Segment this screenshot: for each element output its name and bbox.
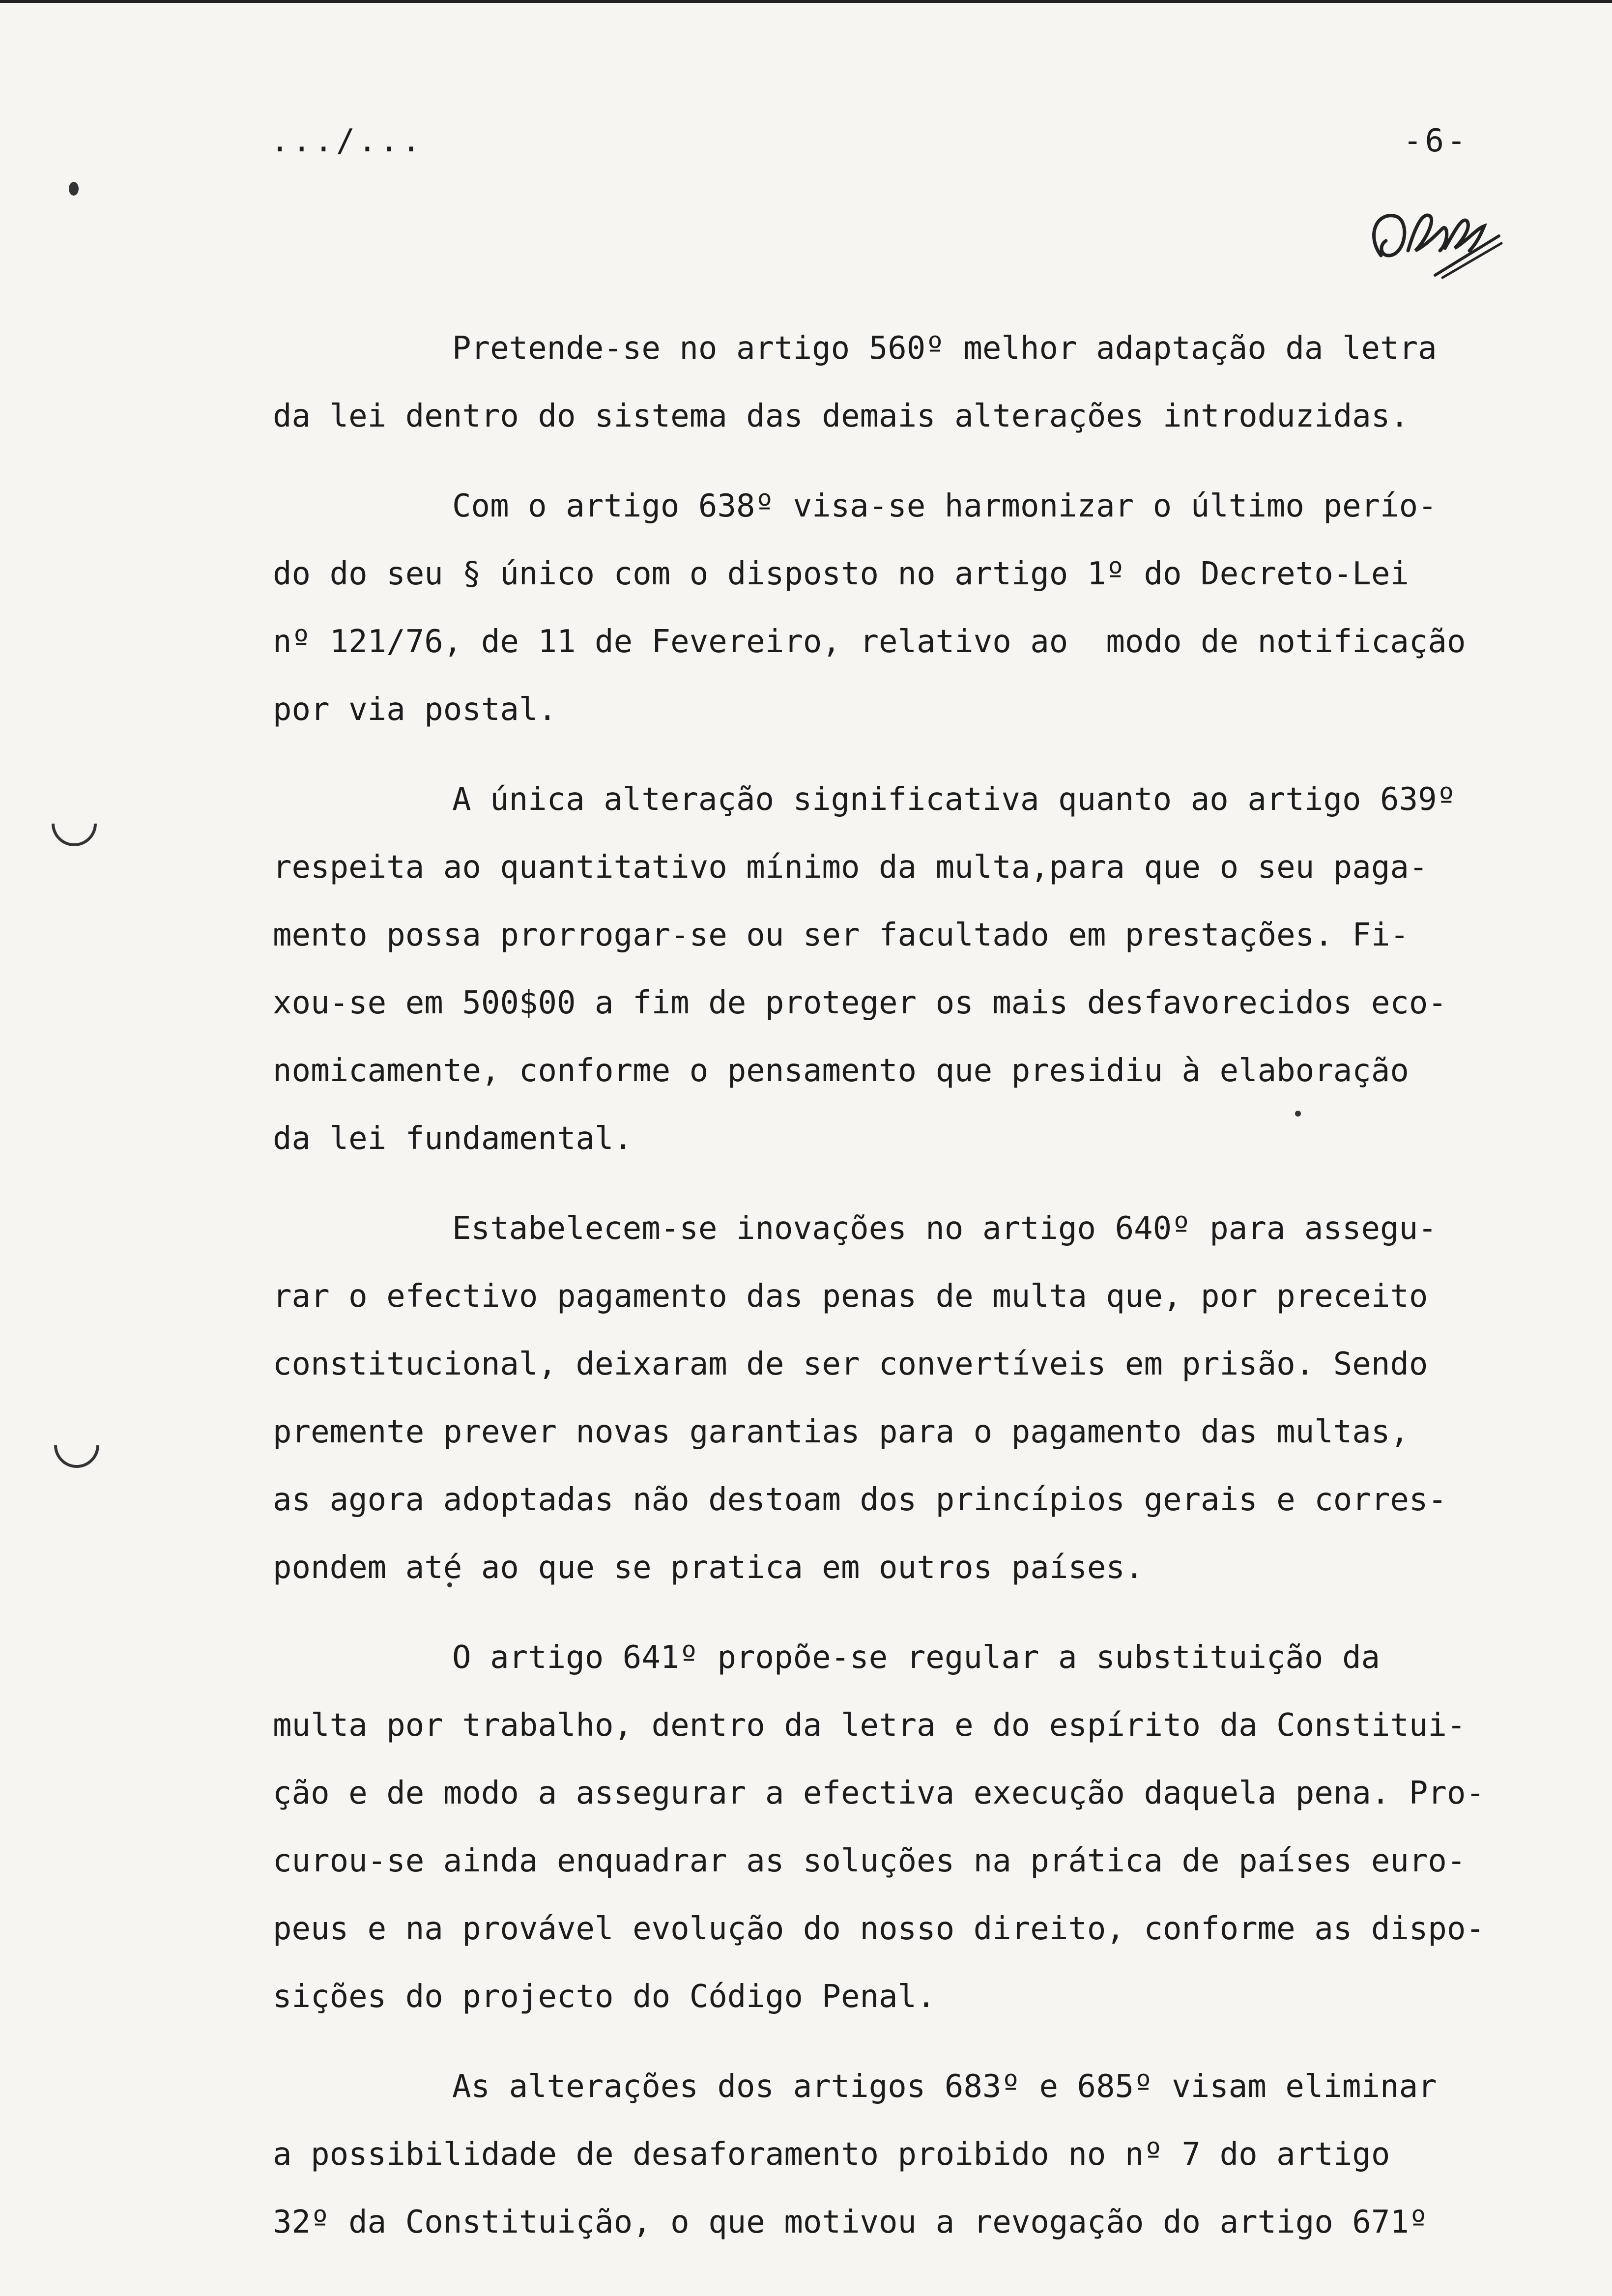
paragraph [273, 315, 1551, 450]
text-line: curou-se ainda enquadrar as soluções na prática de países euro- [273, 1843, 1466, 1879]
text-line: respeita ao quantitativo mínimo da multa,para que o seu paga- [273, 849, 1428, 886]
text-line: rar o efectivo pagamento das penas de multa que, por preceito [273, 1278, 1428, 1315]
text-line: da lei fundamental. [273, 1120, 633, 1157]
text-line: nº 121/76, de 11 de Fevereiro, relativo ao modo de notificação [273, 624, 1466, 660]
text-line: Estabelecem-se inovações no artigo 640º para assegu- [452, 1210, 1437, 1247]
text-line: 32º da Constituição, o que motivou a revogação do artigo 671º [273, 2204, 1428, 2240]
text-line: por via postal. [273, 691, 557, 728]
text-line: mento possa prorrogar-se ou ser facultado em prestações. Fi- [273, 917, 1409, 953]
paragraph [273, 2053, 1551, 2256]
text-line: da lei dentro do sistema das demais alterações introduzidas. [273, 398, 1409, 434]
text-line: constitucional, deixaram de ser convertíveis em prisão. Sendo [273, 1346, 1428, 1382]
text-line: A única alteração significativa quanto ao artigo 639º [452, 781, 1456, 818]
ink-speck [69, 182, 79, 196]
punch-hole-mark-2 [45, 1413, 109, 1477]
text-line: as agora adoptadas não destoam dos princípios gerais e corres- [273, 1482, 1447, 1518]
text-line: sições do projecto do Código Penal. [273, 1979, 936, 2015]
text-line: Pretende-se no artigo 560º melhor adaptação da letra [452, 330, 1437, 367]
paragraph [273, 472, 1551, 744]
body-text [273, 315, 1551, 2278]
text-line: peus e na provável evolução do nosso direito, conforme as dispo- [273, 1911, 1485, 1947]
text-line: Com o artigo 638º visa-se harmonizar o último perío- [452, 488, 1437, 524]
text-line: nomicamente, conforme o pensamento que presidiu à elaboração [273, 1053, 1409, 1089]
page-number: -6- [1403, 123, 1469, 159]
top-edge-rule [0, 0, 1612, 3]
handwritten-initials [1361, 182, 1509, 280]
text-line: pondem até ao que se pratica em outros países. [273, 1550, 1144, 1586]
text-line: As alterações dos artigos 683º e 685º visam eliminar [452, 2068, 1437, 2105]
punch-hole-mark-1 [42, 792, 106, 856]
paragraph [273, 1195, 1551, 1602]
text-line: ção e de modo a assegurar a efectiva execução daquela pena. Pro- [273, 1775, 1485, 1811]
text-line: a possibilidade de desaforamento proibido no nº 7 do artigo [273, 2136, 1390, 2173]
text-line: premente prever novas garantias para o pagamento das multas, [273, 1414, 1409, 1450]
paragraph [273, 1624, 1551, 2031]
text-line: O artigo 641º propõe-se regular a substituição da [452, 1639, 1381, 1676]
text-line: do do seu § único com o disposto no artigo 1º do Decreto-Lei [273, 556, 1409, 592]
text-line: multa por trabalho, dentro da letra e do espírito da Constitui- [273, 1707, 1466, 1744]
continuation-marker: .../... [270, 123, 424, 159]
paragraph [273, 766, 1551, 1173]
text-line: xou-se em 500$00 a fim de proteger os mais desfavorecidos eco- [273, 985, 1447, 1021]
